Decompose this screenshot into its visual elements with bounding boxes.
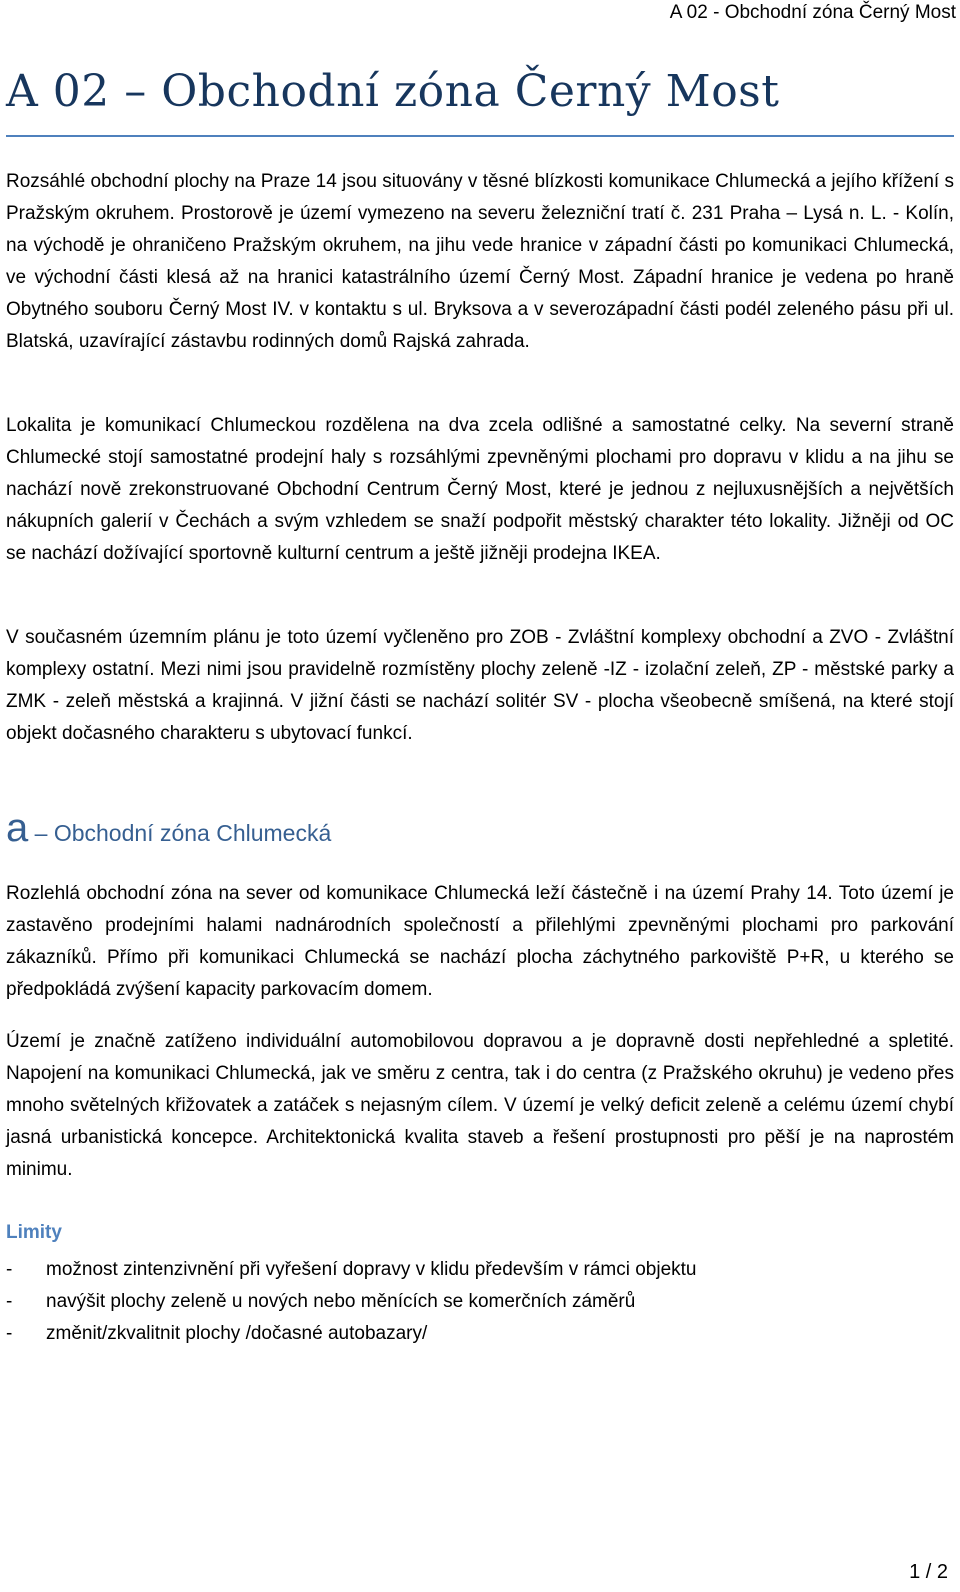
list-bullet: - — [6, 1259, 13, 1280]
section-paragraph: Rozlehlá obchodní zóna na sever od komunikace Chlumecká leží částečně i na území Prahy 14. Toto území je zastavěno prodejními halami nadnárodních společností a přilehlými zpevněnými plochami pro parkování zákazníků. Přímo při komunikaci Chlumecká se nachází plocha záchytného parkoviště P+R, u kterého se předpokládá zvýšení kapacity parkovacím domem. — [6, 883, 954, 1000]
list-item — [6, 1286, 697, 1318]
section-letter: a — [6, 806, 29, 850]
section-paragraph: Území je značně zatíženo individuální automobilovou dopravou a je dopravně dosti nepřehledné a spletité. Napojení na komunikaci Chlumecká, jak ve směru z centra, tak i do centra (z Pražského okruhu) je vedeno přes mnoho světelných křižovatek a zatáček s nejasným cílem. V území je velký deficit zeleně a celému území chybí jasná urbanistická koncepce. Architektonická kvalita staveb a řešení prostupnosti pro pěší je na naprostém minimu. — [6, 1031, 954, 1180]
title-divider — [6, 135, 954, 137]
body-paragraph: V současném územním plánu je toto území vyčleněno pro ZOB - Zvláštní komplexy obchodní a ZVO - Zvláštní komplexy ostatní. Mezi nimi jsou pravidelně rozmístěny plochy zeleně -IZ - izolační zeleň, ZP - městské parky a ZMK - zeleň městská a krajinná. V jižní části se nachází solitér SV - plocha všeobecně smíšená, na které stojí objekt dočasného charakteru s ubytovací funkcí. — [6, 627, 954, 744]
body-paragraph: Lokalita je komunikací Chlumeckou rozdělena na dva zcela odlišné a samostatné celky. Na severní straně Chlumecké stojí samostatné prodejní haly s rozsáhlými zpevněnými plochami pro dopravu v klidu a na jihu se nachází nově zrekonstruované Obchodní Centrum Černý Most, které je jednou z nejluxusnějších a největších nákupních galerií v Čechách a svým vzhledem se snaží podpořit městský charakter této lokality. Jižněji od OC se nachází dožívající sportovně kulturní centrum a ještě jižněji prodejna IKEA. — [6, 415, 954, 564]
limity-label: Limity — [6, 1222, 62, 1243]
list-bullet: - — [6, 1291, 13, 1312]
page-number: 1 / 2 — [909, 1561, 948, 1583]
list-item-text: změnit/zkvalitnit plochy /dočasné autobazary/ — [46, 1323, 428, 1344]
list-item-text: navýšit plochy zeleně u nových nebo měnících se komerčních záměrů — [46, 1291, 636, 1312]
list-item — [6, 1254, 697, 1286]
section-heading — [6, 806, 331, 851]
running-header: A 02 - Obchodní zóna Černý Most — [669, 2, 956, 23]
list-bullet: - — [6, 1323, 13, 1344]
page-title: A 02 – Obchodní zóna Černý Most — [6, 66, 780, 117]
section-heading-text: – Obchodní zóna Chlumecká — [28, 820, 332, 846]
limity-list — [6, 1254, 697, 1350]
list-item — [6, 1318, 697, 1350]
list-item-text: možnost zintenzivnění při vyřešení dopravy v klidu především v rámci objektu — [46, 1259, 697, 1280]
intro-paragraph: Rozsáhlé obchodní plochy na Praze 14 jsou situovány v těsné blízkosti komunikace Chlumecká a jejího křížení s Pražským okruhem. Prostorově je území vymezeno na severu železniční tratí č. 231 Praha – Lysá n. L. - Kolín, na východě je ohraničeno Pražským okruhem, na jihu vede hranice v západní části po komunikaci Chlumecká, ve východní části klesá až na hranici katastrálního území Černý Most. Západní hranice je vedena po hraně Obytného souboru Černý Most IV. v kontaktu s ul. Bryksova a v severozápadní části podél zeleného pásu při ul. Blatská, uzavírající zástavbu rodinných domů Rajská zahrada. — [6, 171, 954, 352]
